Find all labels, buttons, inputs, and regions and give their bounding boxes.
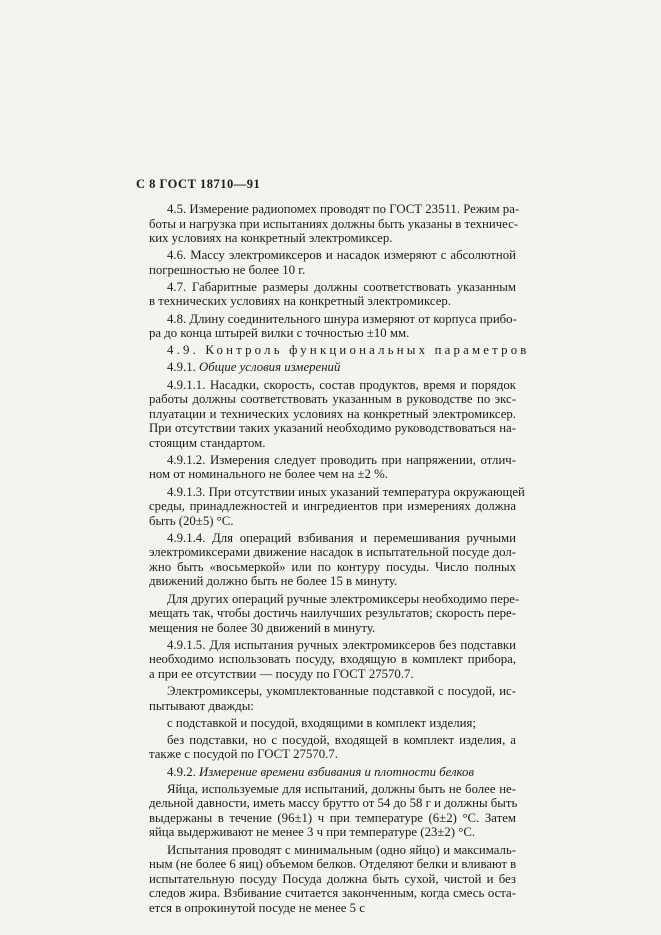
paragraph [149, 343, 530, 360]
text-line: 4.9. Контроль функциональных параметров [167, 343, 530, 358]
paragraph [149, 733, 516, 765]
paragraph-gap [149, 915, 516, 918]
text-line: выдержаны в течение (96±1) ч при температуре (6±2) °С. Затем [149, 810, 516, 825]
paragraph [149, 765, 516, 782]
text-line: жно быть «восьмеркой» или по контуру посуды. Число полных [149, 559, 516, 574]
paragraph [149, 360, 516, 377]
text-line: среды, принадлежностей и ингредиентов при измерениях должна [149, 499, 516, 514]
text-line: дельной давности, иметь массу брутто от 54 до 58 г и должны быть [149, 796, 518, 811]
document-body [149, 202, 530, 918]
text-line: яйца выдерживают не менее 3 ч при температуре (23±2) °С. [149, 825, 476, 840]
text-line: погрешностью не более 10 г. [149, 262, 306, 277]
text-line: также с посудой по ГОСТ 27570.7. [149, 747, 338, 762]
text-line: в технических условиях на конкретный электромиксер. [149, 294, 452, 309]
page-header: С 8 ГОСТ 18710—91 [136, 177, 261, 191]
text-line: Электромиксеры, укомплектованные подставкой с посудой, ис- [167, 684, 516, 699]
text-line: 4.9.1.2. Измерения следует проводить при напряжении, отлич- [167, 452, 516, 467]
paragraph [149, 378, 516, 453]
paragraph [149, 716, 516, 733]
text-line: электромиксерами движение насадок в испытательной посуде дол- [149, 545, 516, 560]
paragraph [149, 484, 525, 531]
text-line: Для других операций ручные электромиксеры необходимо пере- [167, 591, 520, 606]
text-line: Испытания проводят с минимальным (одно яйцо) и максималь- [167, 842, 516, 857]
text-line: следов жира. Взбивание считается законченным, когда смесь оста- [149, 886, 516, 901]
text-line: а при ее отсутствии — посуду по ГОСТ 27570.7. [149, 666, 414, 681]
text-line: боты и нагрузка при испытаниях должны быть указаны в техничес- [149, 216, 519, 231]
text-line: движений должно быть не более 15 в минуту. [149, 574, 398, 589]
text-line: мещения не более 30 движений в минуту. [149, 620, 376, 635]
text-line: без подставки, но с посудой, входящей в комплект изделия, а [167, 732, 516, 747]
text-line: 4.9.1.1. Насадки, скорость, состав продуктов, время и порядок [167, 377, 516, 392]
paragraph [149, 638, 516, 684]
paragraph [149, 531, 516, 592]
text-line: стоящим стандартом. [149, 435, 266, 450]
text-line: быть (20±5) °С. [149, 513, 234, 528]
text-line: с подставкой и посудой, входящими в комплект изделия; [167, 715, 476, 730]
paragraph [149, 782, 516, 843]
text-line: плуатации и технических условиях на конкретный электромиксер. [149, 406, 516, 421]
paragraph [149, 280, 516, 312]
text-line: испытательную посуду Посуда должна быть сухой, чистой и без [149, 871, 516, 886]
text-line: Яйца, используемые для испытаний, должны быть не более не- [167, 781, 516, 796]
paragraph [149, 453, 516, 485]
text-line: работы должны соответствовать указанным в руководстве по экс- [149, 392, 516, 407]
text-line: мещать так, чтобы достичь наилучших результатов; скорость пере- [149, 606, 516, 621]
paragraph [149, 312, 516, 344]
text-line: 4.8. Длину соединительного шнура измеряют от корпуса прибо- [167, 311, 517, 326]
text-line: необходимо использовать посуду, входящую в комплект прибора, [149, 652, 516, 667]
text-line: 4.9.1. Общие условия измерений [167, 360, 341, 375]
paragraph [149, 843, 516, 918]
text-line: 4.9.1.5. Для испытания ручных электромиксеров без подставки [167, 637, 516, 652]
text-line: ется в опрокинутой посуде не менее 5 с [149, 900, 365, 915]
text-line: 4.9.2. Измерение времени взбивания и плотности белков [167, 764, 475, 779]
paragraph [149, 202, 520, 248]
paragraph [149, 248, 516, 280]
text-line: 4.9.1.3. При отсутствии иных указаний температура окружающей [167, 484, 525, 499]
text-line: 4.5. Измерение радиопомех проводят по ГОСТ 23511. Режим ра- [167, 202, 520, 216]
text-line: 4.9.1.4. Для операций взбивания и перемешивания ручными [167, 530, 516, 545]
text-line: При отсутствии таких указаний необходимо руководствоваться на- [149, 421, 516, 436]
text-line: пытывают дважды: [149, 698, 254, 713]
text-line: ра до конца штырей вилки с точностью ±10 мм. [149, 326, 410, 341]
text-line: ких условиях на конкретный электромиксер. [149, 231, 393, 246]
text-line: ным (не более 6 яиц) объемом белков. Отделяют белки и вливают в [149, 857, 517, 872]
text-line: 4.6. Массу электромиксеров и насадок измеряют с абсолютной [167, 248, 516, 263]
text-line: ном от номинального не более чем на ±2 %. [149, 467, 388, 482]
text-line: 4.7. Габаритные размеры должны соответствовать указанным [167, 279, 516, 294]
paragraph [149, 591, 520, 638]
paragraph [149, 684, 516, 716]
